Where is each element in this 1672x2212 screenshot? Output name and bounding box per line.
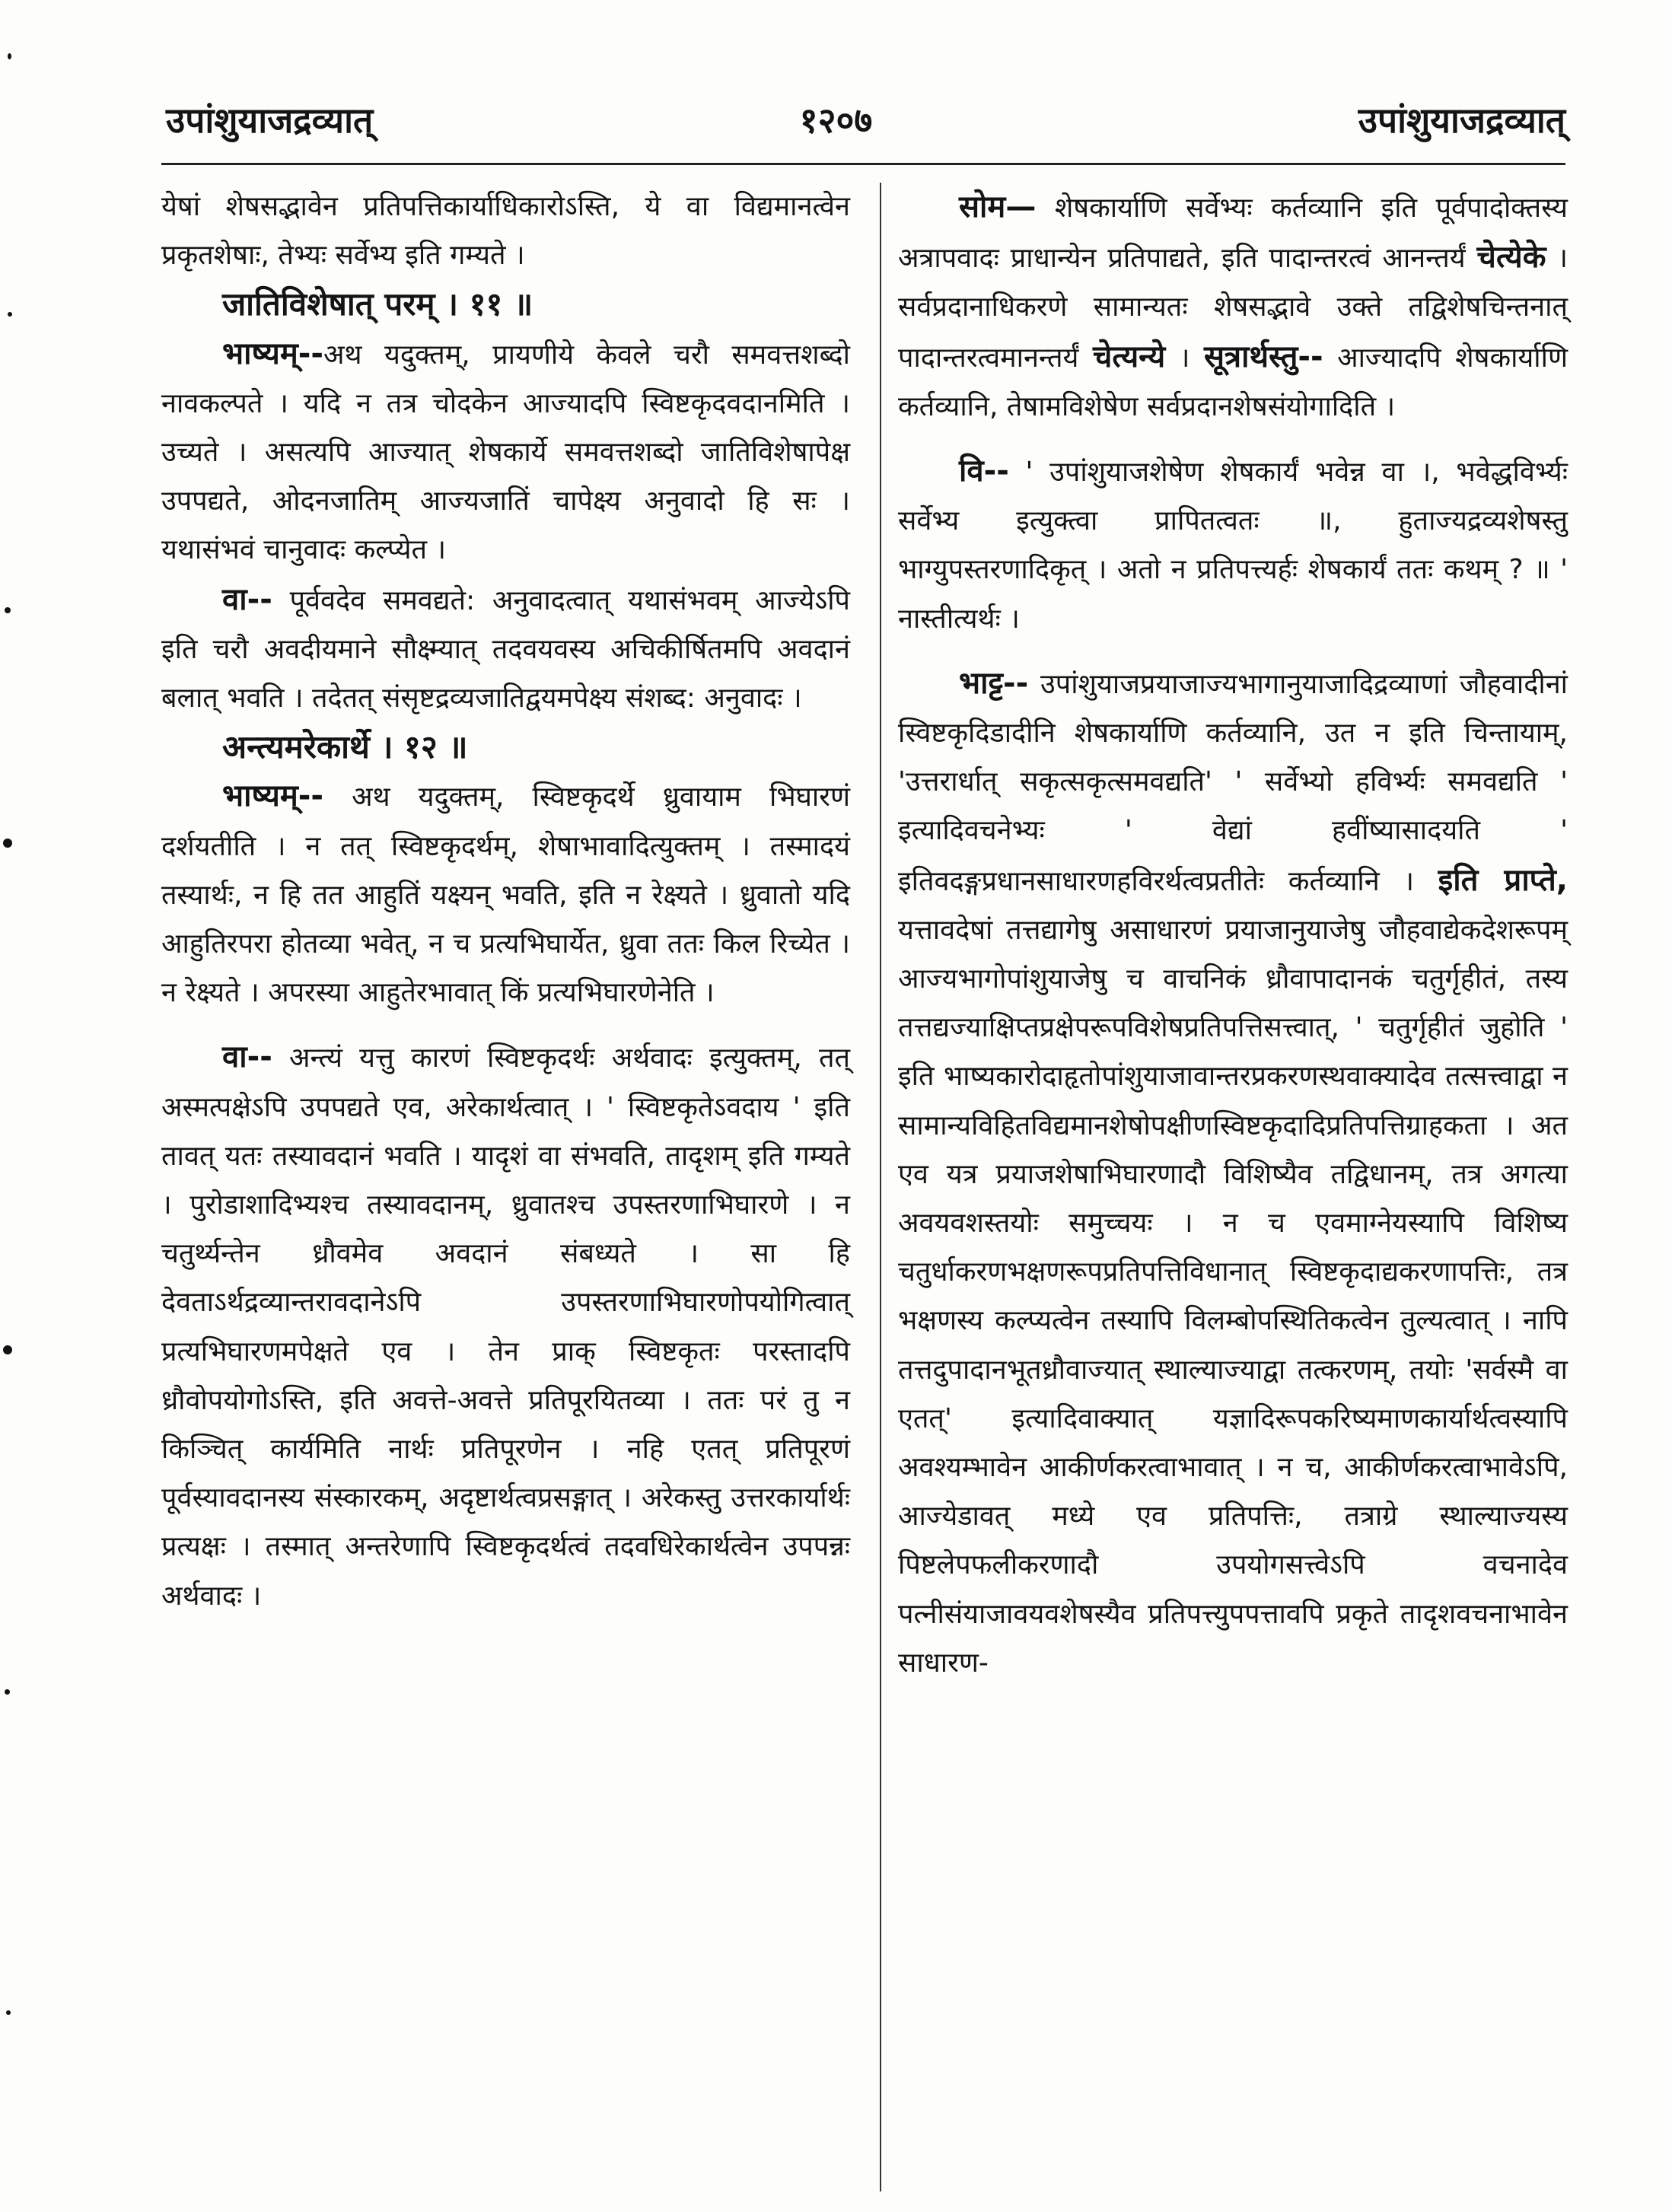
paragraph-text: आज्यादपि शेषकार्याणि कर्तव्यानि, तेषामविशेषेण सर्वप्रदानशेषसंयोगादिति । [898,342,1568,422]
paragraph [898,659,1568,1688]
paragraph [161,1033,850,1620]
paragraph-text: । [1179,342,1190,374]
commentary-label: वि-- [959,454,1009,489]
commentary-label: भाष्यम्-- [222,336,324,371]
left-column [161,183,850,1621]
paragraph [161,183,850,280]
paragraph-text: ' उपांशुयाजशेषेण शेषकार्यं भवेन्न वा ।, भवेद्धविर्भ्यः सर्वेभ्य इत्युक्त्वा प्रापितत्वतः ॥, हुताज्यद्रव्यशेषस्तु भाग्युपस्तरणादिकृत् । अतो न प्रतिपत्त्यर्हः शेषकार्यं ततः कथम् ? ॥ ' नास्तीत्यर्थः । [898,457,1568,635]
paragraph-text: अन्त्यं यत्तु कारणं स्विष्टकृदर्थः अर्थवादः इत्युक्तम्, तत् अस्मत्पक्षेऽपि उपपद्यते एव, अरेकार्थत्वात् । ' स्विष्टकृतेऽवदाय ' इति तावत् यतः तस्यावदानं भवति । यादृशं वा संभवति, तादृशम् इति गम्यते । पुरोडाशादिभ्यश्च तस्यावदानम्, ध्रुवातश्च उपस्तरणाभिघारणे । न चतुर्थ्यन्तेन ध्रौवमेव अवदानं संबध्यते । सा हि देवताऽर्थद्रव्यान्तरावदानेऽपि उपस्तरणाभिघारणोपयोगित्वात् प्रत्यभिघारणमपेक्षते एव । तेन प्राक् स्विष्टकृतः परस्तादपि ध्रौवोपयोगोऽस्ति, इति अवत्ते-अवत्ते प्रतिपूरयितव्या । ततः परं तु न किञ्चित् कार्यमिति नार्थः प्रतिपूरणेन । नहि एतत् प्रतिपूरणं पूर्वस्यावदानस्य संस्कारकम्, अदृष्टार्थत्वप्रसङ्गात् । अरेकस्तु उत्तरकार्यार्थः प्रत्यक्षः । तस्मात् अन्तरेणापि स्विष्टकृदर्थत्वं तदवधिरेकार्थत्वेन उपपन्नः अर्थवादः । [161,1042,850,1612]
emphasis-text: सूत्रार्थस्तु-- [1203,339,1323,374]
emphasis-text: चेत्यन्ये [1092,339,1166,374]
column-divider [880,183,881,2191]
commentary-label: वा-- [222,581,272,617]
running-title-left: उपांशुयाजद्रव्यात् [166,100,374,141]
paragraph-text: । सर्वप्रदानाधिकरणे सामान्यतः शेषसद्भावे उक्ते तद्विशेषचिन्तनात् पादान्तरत्वमानन्तर्यं [898,243,1568,374]
paragraph [898,447,1568,644]
paragraph-text: पूर्ववदेव समवद्यते: अनुवादत्वात् यथासंभवम् आज्येऽपि इति चरौ अवदीयमाने सौक्ष्म्यात् तदवयवस्य अचिकीर्षितमपि अवदानं बलात् भवति । तदेतत् संसृष्टद्रव्यजातिद्वयमपेक्ष्य संशब्द: अनुवादः । [161,584,850,715]
commentary-label: भाष्यम्-- [222,778,324,814]
paragraph-text: येषां शेषसद्भावेन प्रतिपत्तिकार्याधिकारोऽस्ति, ये वा विद्यमानत्वेन प्रकृतशेषाः, तेभ्यः सर्वेभ्य इति गम्यते । [161,191,850,272]
margin-mark [8,312,12,317]
header-rule [161,163,1565,165]
commentary-label: वा-- [222,1039,272,1075]
commentary-label: सोम— [959,189,1037,224]
paragraph-text: उपांशुयाजप्रयाजाज्यभागानुयाजादिद्रव्याणां जौहवादीनां स्विष्टकृदिडादीनि शेषकार्याणि कर्तव्यानि, उत न इति चिन्तायाम्, 'उत्तरार्धात् सकृत्सकृत्समवद्यति' ' सर्वेभ्यो हविर्भ्यः समवद्यति ' इत्यादिवचनेभ्यः ' वेद्यां हवींष्यासादयति ' इतिवदङ्गप्रधानसाधारणहविरर्थत्वप्रतीतेः कर्तव्यानि । [898,668,1568,897]
sutra-heading: जातिविशेषात् परम् । ११ ॥ [222,285,533,323]
paragraph-text: शेषकार्याणि सर्वेभ्यः कर्तव्यानि इति पूर्वपादोक्तस्य अत्रापवादः प्राधान्येन प्रतिपाद्यते, इति पादान्तरत्वं आनन्तर्यं [898,193,1568,275]
paragraph [898,183,1568,431]
margin-mark [8,53,11,59]
sutra-heading: अन्त्यमरेकार्थे । १२ ॥ [222,728,468,766]
paragraph [161,575,850,724]
margin-mark [5,1689,10,1695]
margin-mark [3,1345,12,1354]
paragraph [161,772,850,1017]
emphasis-text: इति प्राप्ते, [1438,862,1568,898]
margin-mark [6,2010,11,2015]
running-title-right: उपांशुयाजद्रव्यात् [1358,100,1565,141]
paragraph-text: यत्तावदेषां तत्तद्यागेषु असाधारणं प्रयाजानुयाजेषु जौहवाद्येकदेशरूपम् आज्यभागोपांशुयाजेषु च वाचनिकं ध्रौवापादानकं चतुर्गृहीतं, तस्य तत्तद्यज्याक्षिप्तप्रक्षेपरूपविशेषप्रतिपत्तिसत्त्वात्, ' चतुर्गृहीतं जुहोति ' इति भाष्यकारोदाहृतोपांशुयाजावान्तरप्रकरणस्थवाक्यादेव तत्सत्त्वाद्वा न सामान्यविहितविद्यमानशेषोपक्षीणस्विष्टकृदादिप्रतिपत्तिग्राहकता । अत एव यत्र प्रयाजशेषाभिघारणादौ विशिष्यैव तद्विधानम्, तत्र अगत्या अवयवशस्तयोः समुच्चयः । न च एवमाग्नेयस्यापि विशिष्य चतुर्धाकरणभक्षणरूपप्रतिपत्तिविधानात् स्विष्टकृदाद्यकरणापत्तिः, तत्र भक्षणस्य कल्प्यत्वेन तस्यापि विलम्बोपस्थितिकत्वेन तुल्यत्वात् । नापि तत्तदुपादानभूतध्रौवाज्यात् स्थाल्याज्याद्वा तत्करणम्, तयोः 'सर्वस्मै वा एतत्' इत्यादिवाक्यात् यज्ञादिरूपकरिष्यमाणकार्यार्थत्वस्यापि अवश्यम्भावेन आकीर्णकरत्वाभावात् । न च, आकीर्णकरत्वाभावेऽपि, आज्येडावत् मध्ये एव प्रतिपत्तिः, तत्राग्रे स्थाल्याज्यस्य पिष्टलेपफलीकरणादौ उपयोगसत्त्वेऽपि वचनादेव पत्नीसंयाजावयवशेषस्यैव प्रतिपत्त्युपपत्तावपि प्रकृते तादृशवचनाभावेन साधारण- [898,914,1568,1679]
emphasis-text: चेत्येके [1476,240,1546,275]
paragraph-text: अथ यदुक्तम्, स्विष्टकृदर्थे ध्रुवायाम भिघारणं दर्शयतीति । न तत् स्विष्टकृदर्थम्, शेषाभावादित्युक्तम् । तस्मादयं तस्यार्थः, न हि तत आहुतिं यक्ष्यन् भवति, इति न रेक्ष्यते । ध्रुवातो यदि आहुतिरपरा होतव्या भवेत्, न च प्रत्यभिघार्येत, ध्रुवा ततः किल रिच्येत । न रेक्ष्यते । अपरस्या आहुतेरभावात् किं प्रत्यभिघारणेनेति । [161,781,850,1009]
commentary-label: भाट्ट-- [959,665,1029,701]
right-column [898,183,1568,1688]
margin-mark [3,839,12,848]
margin-mark [5,607,11,613]
paragraph-text: अथ यदुक्तम्, प्रायणीये केवले चरौ समवत्तशब्दो नावकल्पते । यदि न तत्र चोदकेन आज्यादपि स्विष्टकृदवदानमिति । उच्यते । असत्यपि आज्यात् शेषकार्ये समवत्तशब्दो जातिविशेषापेक्ष उपपद्यते, ओदनजातिम् आज्यजातिं चापेक्ष्य अनुवादो हि सः । यथासंभवं चानुवादः कल्प्येत । [161,339,850,566]
page-number: १२०७ [799,100,873,141]
paragraph [161,329,850,575]
